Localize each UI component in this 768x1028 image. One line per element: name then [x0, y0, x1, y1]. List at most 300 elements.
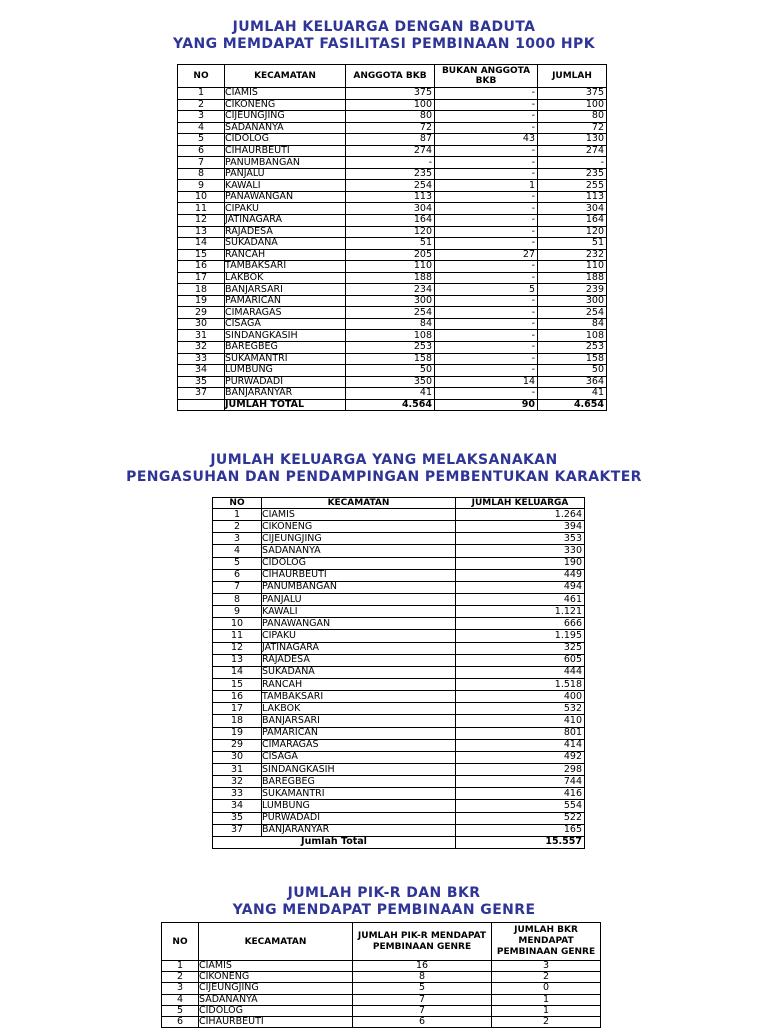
cell-jumlah: 253 — [538, 342, 607, 354]
table-row — [213, 776, 585, 788]
cell-no: 31 — [178, 330, 225, 342]
table-row — [213, 569, 585, 581]
cell-no: 32 — [178, 342, 225, 354]
table-row — [178, 226, 607, 238]
cell-anggota-bkb: 188 — [346, 272, 435, 284]
table-row — [178, 307, 607, 319]
cell-kecamatan: PANAWANGAN — [225, 191, 346, 203]
cell-jumlah-keluarga: 400 — [456, 691, 585, 703]
cell-anggota-bkb: 158 — [346, 353, 435, 365]
cell-kecamatan: LUMBUNG — [262, 800, 456, 812]
cell-no: 1 — [162, 961, 199, 972]
cell-kecamatan: CIHAURBEUTI — [199, 1016, 353, 1027]
cell-jumlah: - — [538, 157, 607, 169]
cell-bukan-anggota: 14 — [435, 376, 538, 388]
cell-kecamatan: CIJEUNGJING — [225, 111, 346, 123]
cell-kecamatan: SUKAMANTRI — [225, 353, 346, 365]
table-row — [213, 581, 585, 593]
table-row — [213, 763, 585, 775]
cell-jumlah: 130 — [538, 134, 607, 146]
cell-jumlah: 364 — [538, 376, 607, 388]
header-kecamatan: KECAMATAN — [225, 65, 346, 88]
cell-no: 4 — [162, 994, 199, 1005]
cell-bukan-anggota: - — [435, 261, 538, 273]
cell-anggota-bkb: 110 — [346, 261, 435, 273]
cell-no: 1 — [178, 88, 225, 100]
cell-kecamatan: SUKADANA — [225, 238, 346, 250]
cell-bukan-anggota: - — [435, 122, 538, 134]
table3-title — [0, 885, 768, 919]
cell-kecamatan: PAMARICAN — [262, 727, 456, 739]
table2-title — [0, 452, 768, 486]
table-row — [178, 99, 607, 111]
cell-no: 16 — [178, 261, 225, 273]
cell-no: 12 — [178, 215, 225, 227]
cell-no: 3 — [162, 983, 199, 994]
cell-jumlah-keluarga: 416 — [456, 788, 585, 800]
table-row — [178, 249, 607, 261]
cell-no: 34 — [178, 365, 225, 377]
cell-jumlah-keluarga: 325 — [456, 642, 585, 654]
cell-bukan-anggota: - — [435, 330, 538, 342]
cell-kecamatan: CIAMIS — [262, 509, 456, 521]
header-bukan-anggota-bkb: BUKAN ANGGOTA BKB — [435, 65, 538, 88]
cell-pik-r: 5 — [353, 983, 492, 994]
cell-bukan-anggota: - — [435, 238, 538, 250]
cell-no: 2 — [162, 972, 199, 983]
table-row — [178, 365, 607, 377]
cell-no: 17 — [178, 272, 225, 284]
header-anggota-bkb: ANGGOTA BKB — [346, 65, 435, 88]
total-row — [213, 836, 585, 848]
table-row — [213, 642, 585, 654]
cell-jumlah-keluarga: 353 — [456, 533, 585, 545]
table-row — [213, 630, 585, 642]
cell-kecamatan: SADANANYA — [262, 545, 456, 557]
cell-no: 33 — [178, 353, 225, 365]
table-row — [178, 191, 607, 203]
cell-pik-r: 8 — [353, 972, 492, 983]
cell-jumlah: 108 — [538, 330, 607, 342]
cell-no: 11 — [213, 630, 262, 642]
cell-no: 10 — [178, 191, 225, 203]
cell-no: 35 — [213, 812, 262, 824]
cell-jumlah-keluarga: 190 — [456, 557, 585, 569]
table2-title-line1: JUMLAH KELUARGA YANG MELAKSANAKAN — [210, 452, 558, 468]
cell-jumlah: 84 — [538, 318, 607, 330]
cell-no: 31 — [213, 763, 262, 775]
cell-jumlah: 50 — [538, 365, 607, 377]
cell-pik-r: 7 — [353, 1005, 492, 1016]
total-no-cell — [178, 399, 225, 411]
table-row — [213, 666, 585, 678]
baduta-table — [177, 64, 607, 411]
cell-anggota-bkb: 113 — [346, 191, 435, 203]
cell-jumlah-keluarga: 165 — [456, 824, 585, 836]
table-row — [178, 295, 607, 307]
cell-no: 30 — [213, 751, 262, 763]
table-row — [162, 983, 601, 994]
cell-no: 4 — [213, 545, 262, 557]
cell-jumlah-keluarga: 330 — [456, 545, 585, 557]
cell-jumlah-keluarga: 1.264 — [456, 509, 585, 521]
cell-kecamatan: RANCAH — [262, 678, 456, 690]
cell-jumlah: 100 — [538, 99, 607, 111]
cell-jumlah-keluarga: 801 — [456, 727, 585, 739]
cell-bukan-anggota: 27 — [435, 249, 538, 261]
table-row — [178, 238, 607, 250]
cell-jumlah: 274 — [538, 145, 607, 157]
cell-jumlah: 255 — [538, 180, 607, 192]
cell-kecamatan: KAWALI — [225, 180, 346, 192]
cell-jumlah-keluarga: 414 — [456, 739, 585, 751]
cell-pik-r: 7 — [353, 994, 492, 1005]
cell-anggota-bkb: 80 — [346, 111, 435, 123]
cell-kecamatan: SINDANGKASIH — [262, 763, 456, 775]
cell-kecamatan: PURWADADI — [262, 812, 456, 824]
cell-jumlah: 235 — [538, 168, 607, 180]
table3-title-line2: YANG MENDAPAT PEMBINAAN GENRE — [232, 902, 536, 918]
cell-no: 33 — [213, 788, 262, 800]
cell-kecamatan: CIHAURBEUTI — [262, 569, 456, 581]
cell-jumlah: 41 — [538, 388, 607, 400]
cell-anggota-bkb: 254 — [346, 180, 435, 192]
cell-no: 14 — [213, 666, 262, 678]
header-jumlah: JUMLAH — [538, 65, 607, 88]
table1-title — [0, 19, 768, 53]
cell-anggota-bkb: 254 — [346, 307, 435, 319]
table-row — [162, 972, 601, 983]
table-row — [162, 1005, 601, 1016]
table-row — [162, 994, 601, 1005]
cell-no: 12 — [213, 642, 262, 654]
cell-kecamatan: KAWALI — [262, 606, 456, 618]
table-header-row — [162, 923, 601, 961]
table-row — [213, 788, 585, 800]
cell-anggota-bkb: 120 — [346, 226, 435, 238]
cell-kecamatan: BANJARSARI — [262, 715, 456, 727]
cell-kecamatan: RANCAH — [225, 249, 346, 261]
cell-bkr: 1 — [492, 1005, 601, 1016]
table-row — [213, 545, 585, 557]
cell-jumlah-keluarga: 522 — [456, 812, 585, 824]
header-pik-r: JUMLAH PIK-R MENDAPAT PEMBINAAN GENRE — [353, 923, 492, 961]
cell-kecamatan: BANJARANYAR — [225, 388, 346, 400]
table-row — [178, 318, 607, 330]
cell-anggota-bkb: 108 — [346, 330, 435, 342]
cell-pik-r: 6 — [353, 1016, 492, 1027]
cell-anggota-bkb: 50 — [346, 365, 435, 377]
cell-kecamatan: CIDOLOG — [262, 557, 456, 569]
cell-kecamatan: JATINAGARA — [225, 215, 346, 227]
cell-kecamatan: PAMARICAN — [225, 295, 346, 307]
cell-no: 4 — [178, 122, 225, 134]
cell-kecamatan: BAREGBEG — [225, 342, 346, 354]
cell-kecamatan: CISAGA — [262, 751, 456, 763]
cell-jumlah-keluarga: 298 — [456, 763, 585, 775]
table-row — [178, 88, 607, 100]
cell-jumlah: 232 — [538, 249, 607, 261]
cell-kecamatan: LAKBOK — [225, 272, 346, 284]
cell-bukan-anggota: - — [435, 203, 538, 215]
cell-no: 8 — [178, 168, 225, 180]
table-header-row — [178, 65, 607, 88]
cell-bukan-anggota: - — [435, 272, 538, 284]
cell-kecamatan: TAMBAKSARI — [262, 691, 456, 703]
cell-kecamatan: BANJARSARI — [225, 284, 346, 296]
cell-jumlah: 188 — [538, 272, 607, 284]
cell-kecamatan: CIDOLOG — [199, 1005, 353, 1016]
cell-kecamatan: CIKONENG — [262, 521, 456, 533]
header-jumlah-keluarga: JUMLAH KELUARGA — [456, 498, 585, 509]
cell-jumlah-keluarga: 554 — [456, 800, 585, 812]
cell-bukan-anggota: - — [435, 111, 538, 123]
cell-no: 6 — [213, 569, 262, 581]
total-jumlah-keluarga: 15.557 — [456, 836, 585, 848]
cell-bukan-anggota: - — [435, 307, 538, 319]
cell-no: 37 — [213, 824, 262, 836]
cell-kecamatan: CIDOLOG — [225, 134, 346, 146]
cell-bukan-anggota: - — [435, 168, 538, 180]
cell-jumlah: 113 — [538, 191, 607, 203]
cell-jumlah: 51 — [538, 238, 607, 250]
table-row — [178, 145, 607, 157]
cell-kecamatan: CISAGA — [225, 318, 346, 330]
cell-no: 6 — [178, 145, 225, 157]
cell-kecamatan: CIPAKU — [262, 630, 456, 642]
total-label: Jumlah Total — [213, 836, 456, 848]
cell-anggota-bkb: 164 — [346, 215, 435, 227]
cell-bukan-anggota: - — [435, 342, 538, 354]
cell-no: 19 — [213, 727, 262, 739]
table-row — [213, 727, 585, 739]
table-row — [178, 261, 607, 273]
cell-jumlah-keluarga: 605 — [456, 654, 585, 666]
cell-bukan-anggota: - — [435, 318, 538, 330]
cell-no: 11 — [178, 203, 225, 215]
cell-jumlah-keluarga: 444 — [456, 666, 585, 678]
table-row — [213, 533, 585, 545]
table-row — [178, 203, 607, 215]
cell-bukan-anggota: - — [435, 353, 538, 365]
table-row — [178, 388, 607, 400]
cell-anggota-bkb: 51 — [346, 238, 435, 250]
table1-title-line2: YANG MEMDAPAT FASILITASI PEMBINAAN 1000 HPK — [173, 36, 595, 52]
cell-no: 34 — [213, 800, 262, 812]
cell-no: 10 — [213, 618, 262, 630]
table-row — [178, 157, 607, 169]
cell-no: 19 — [178, 295, 225, 307]
cell-no: 37 — [178, 388, 225, 400]
cell-kecamatan: PANJALU — [262, 593, 456, 605]
cell-kecamatan: CIMARAGAS — [225, 307, 346, 319]
cell-kecamatan: PANUMBANGAN — [225, 157, 346, 169]
cell-jumlah-keluarga: 410 — [456, 715, 585, 727]
cell-anggota-bkb: 375 — [346, 88, 435, 100]
cell-no: 3 — [178, 111, 225, 123]
cell-bukan-anggota: - — [435, 99, 538, 111]
table-row — [213, 715, 585, 727]
cell-bukan-anggota: - — [435, 215, 538, 227]
cell-no: 30 — [178, 318, 225, 330]
table-row — [162, 1016, 601, 1027]
cell-no: 8 — [213, 593, 262, 605]
total-row — [178, 399, 607, 411]
cell-kecamatan: CIAMIS — [225, 88, 346, 100]
cell-no: 18 — [213, 715, 262, 727]
cell-kecamatan: SINDANGKASIH — [225, 330, 346, 342]
cell-no: 15 — [178, 249, 225, 261]
cell-kecamatan: CIKONENG — [225, 99, 346, 111]
cell-no: 6 — [162, 1016, 199, 1027]
cell-kecamatan: SUKADANA — [262, 666, 456, 678]
table-row — [162, 961, 601, 972]
cell-kecamatan: RAJADESA — [225, 226, 346, 238]
cell-kecamatan: LAKBOK — [262, 703, 456, 715]
cell-kecamatan: CIKONENG — [199, 972, 353, 983]
cell-anggota-bkb: 350 — [346, 376, 435, 388]
header-bkr: JUMLAH BKR MENDAPAT PEMBINAAN GENRE — [492, 923, 601, 961]
cell-kecamatan: BANJARANYAR — [262, 824, 456, 836]
table3-title-line1: JUMLAH PIK-R DAN BKR — [287, 885, 481, 901]
cell-pik-r: 16 — [353, 961, 492, 972]
table1-title-line1: JUMLAH KELUARGA DENGAN BADUTA — [232, 19, 536, 35]
cell-no: 15 — [213, 678, 262, 690]
cell-no: 7 — [213, 581, 262, 593]
cell-no: 16 — [213, 691, 262, 703]
cell-bukan-anggota: 5 — [435, 284, 538, 296]
cell-no: 9 — [178, 180, 225, 192]
cell-anggota-bkb: 253 — [346, 342, 435, 354]
cell-jumlah-keluarga: 394 — [456, 521, 585, 533]
cell-kecamatan: RAJADESA — [262, 654, 456, 666]
cell-kecamatan: CIMARAGAS — [262, 739, 456, 751]
cell-bkr: 2 — [492, 1016, 601, 1027]
cell-kecamatan: PANJALU — [225, 168, 346, 180]
cell-jumlah-keluarga: 492 — [456, 751, 585, 763]
cell-kecamatan: TAMBAKSARI — [225, 261, 346, 273]
cell-jumlah-keluarga: 744 — [456, 776, 585, 788]
cell-jumlah: 164 — [538, 215, 607, 227]
table-row — [178, 342, 607, 354]
cell-jumlah-keluarga: 532 — [456, 703, 585, 715]
total-bukan-anggota: 90 — [435, 399, 538, 411]
table-row — [213, 509, 585, 521]
table-row — [213, 654, 585, 666]
cell-bkr: 0 — [492, 983, 601, 994]
cell-no: 5 — [178, 134, 225, 146]
table-row — [213, 751, 585, 763]
cell-kecamatan: PURWADADI — [225, 376, 346, 388]
cell-bukan-anggota: - — [435, 295, 538, 307]
cell-jumlah: 300 — [538, 295, 607, 307]
table-row — [178, 215, 607, 227]
table-row — [213, 678, 585, 690]
cell-anggota-bkb: 234 — [346, 284, 435, 296]
cell-kecamatan: CIJEUNGJING — [199, 983, 353, 994]
cell-anggota-bkb: 87 — [346, 134, 435, 146]
cell-no: 2 — [213, 521, 262, 533]
cell-jumlah-keluarga: 666 — [456, 618, 585, 630]
table-row — [213, 557, 585, 569]
cell-jumlah: 120 — [538, 226, 607, 238]
header-no: NO — [162, 923, 199, 961]
header-kecamatan: KECAMATAN — [199, 923, 353, 961]
cell-no: 5 — [213, 557, 262, 569]
cell-kecamatan: LUMBUNG — [225, 365, 346, 377]
table-row — [178, 330, 607, 342]
table-row — [178, 122, 607, 134]
cell-bukan-anggota: - — [435, 388, 538, 400]
cell-kecamatan: SADANANYA — [199, 994, 353, 1005]
cell-anggota-bkb: 72 — [346, 122, 435, 134]
cell-bkr: 3 — [492, 961, 601, 972]
cell-no: 35 — [178, 376, 225, 388]
table2-title-line2: PENGASUHAN DAN PENDAMPINGAN PEMBENTUKAN KARAKTER — [126, 469, 642, 485]
cell-anggota-bkb: 300 — [346, 295, 435, 307]
cell-jumlah-keluarga: 1.195 — [456, 630, 585, 642]
cell-no: 29 — [178, 307, 225, 319]
total-label: JUMLAH TOTAL — [225, 399, 346, 411]
cell-no: 2 — [178, 99, 225, 111]
cell-kecamatan: SADANANYA — [225, 122, 346, 134]
cell-no: 13 — [178, 226, 225, 238]
cell-kecamatan: PANAWANGAN — [262, 618, 456, 630]
cell-kecamatan: CIPAKU — [225, 203, 346, 215]
table-row — [213, 824, 585, 836]
genre-table — [161, 922, 601, 1028]
cell-anggota-bkb: 304 — [346, 203, 435, 215]
cell-anggota-bkb: 41 — [346, 388, 435, 400]
table-row — [213, 521, 585, 533]
cell-jumlah: 158 — [538, 353, 607, 365]
cell-bukan-anggota: - — [435, 145, 538, 157]
cell-jumlah: 80 — [538, 111, 607, 123]
cell-jumlah: 375 — [538, 88, 607, 100]
total-jumlah: 4.654 — [538, 399, 607, 411]
header-no: NO — [213, 498, 262, 509]
cell-no: 17 — [213, 703, 262, 715]
cell-bukan-anggota: - — [435, 365, 538, 377]
cell-bkr: 2 — [492, 972, 601, 983]
cell-no: 7 — [178, 157, 225, 169]
table-row — [178, 168, 607, 180]
cell-kecamatan: CIAMIS — [199, 961, 353, 972]
table-row — [213, 691, 585, 703]
cell-no: 18 — [178, 284, 225, 296]
cell-jumlah-keluarga: 1.518 — [456, 678, 585, 690]
table-row — [213, 606, 585, 618]
table-row — [213, 593, 585, 605]
table-row — [178, 272, 607, 284]
cell-anggota-bkb: 205 — [346, 249, 435, 261]
pengasuhan-table — [212, 497, 585, 849]
cell-jumlah: 110 — [538, 261, 607, 273]
table-row — [213, 739, 585, 751]
table-row — [178, 134, 607, 146]
cell-jumlah: 304 — [538, 203, 607, 215]
table-header-row — [213, 498, 585, 509]
cell-jumlah-keluarga: 449 — [456, 569, 585, 581]
table-row — [213, 618, 585, 630]
header-no: NO — [178, 65, 225, 88]
table-row — [178, 353, 607, 365]
cell-kecamatan: PANUMBANGAN — [262, 581, 456, 593]
cell-bukan-anggota: - — [435, 226, 538, 238]
table-row — [213, 703, 585, 715]
cell-bukan-anggota: - — [435, 191, 538, 203]
total-anggota-bkb: 4.564 — [346, 399, 435, 411]
